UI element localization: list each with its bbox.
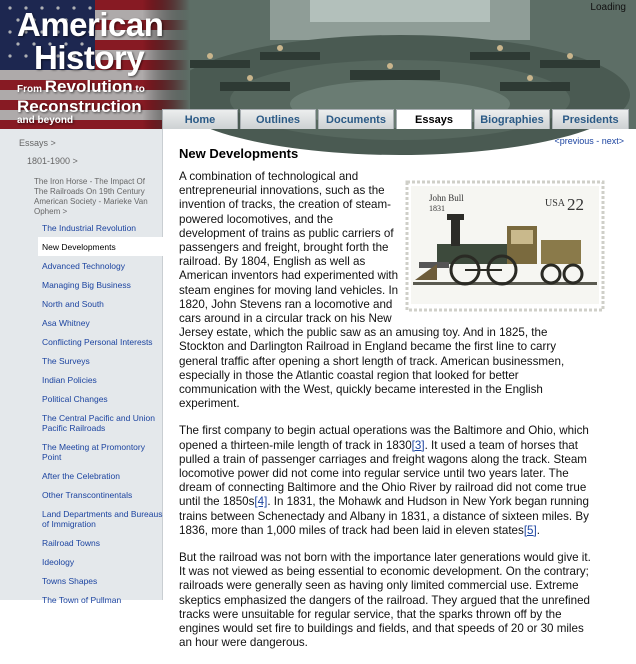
sidebar-item-industrial-revolution[interactable]: The Industrial Revolution bbox=[42, 223, 137, 233]
sidebar bbox=[0, 129, 163, 605]
john-bull-stamp-image bbox=[407, 182, 603, 310]
pagination bbox=[554, 136, 624, 146]
sidebar-item-managing-big-business[interactable]: Managing Big Business bbox=[42, 280, 131, 290]
sidebar-item-political-changes[interactable]: Political Changes bbox=[42, 394, 108, 404]
pagination-separator: - bbox=[593, 136, 602, 146]
site-logo[interactable] bbox=[17, 8, 163, 127]
tab-documents[interactable]: Documents bbox=[318, 109, 394, 129]
sidebar-item-promontory-point[interactable]: The Meeting at Promontory Point bbox=[42, 442, 145, 462]
sidebar-item-after-celebration[interactable]: After the Celebration bbox=[42, 471, 120, 481]
logo-subtitle-line2: Reconstruction bbox=[17, 97, 142, 116]
tab-biographies[interactable]: Biographies bbox=[474, 109, 550, 129]
footnote-link-4[interactable]: [4] bbox=[254, 495, 268, 509]
sidebar-item-advanced-technology[interactable]: Advanced Technology bbox=[42, 261, 126, 271]
article-paragraph-1: A combination of technological and entrepreneurial innovations, such as the invention of tracks, the creation of steam-powered locomotives, and the development of trains as public carriers of passengers and freight, brought forth the railroad. By 1804, English as well as American inventors had experimented with steam engines for moving land vehicles. In 1820, John Stevens ran a locomotive and cars around in a circular track on his New Jersey estate, which the public saw as an amusing toy. And in 1825, the Stockton and Darlington Railroad in England became the first line to carry general traffic after opening a short length of track. American businessmen, especially in those the Atlantic coastal region that looked for better communication with the West, quickly became interested in the English experiment. bbox=[179, 170, 565, 411]
sidebar-item-conflicting-interests[interactable]: Conflicting Personal Interests bbox=[42, 337, 153, 347]
stamp-country: USA bbox=[545, 198, 566, 209]
stamp-caption: John Bull bbox=[429, 193, 464, 203]
logo-title-line1: American bbox=[17, 6, 164, 43]
sidebar-item-the-surveys[interactable]: The Surveys bbox=[42, 356, 90, 366]
stamp-year: 1831 bbox=[429, 204, 445, 213]
sidebar-item-ideology[interactable]: Ideology bbox=[42, 557, 75, 567]
sidebar-item-new-developments[interactable]: New Developments bbox=[38, 237, 163, 256]
sidebar-item-north-and-south[interactable]: North and South bbox=[42, 299, 104, 309]
logo-title-line2: History bbox=[34, 39, 145, 76]
breadcrumb-essays[interactable]: Essays > bbox=[19, 138, 56, 148]
logo-subtitle-line3: and beyond bbox=[17, 115, 74, 126]
breadcrumb-iron-horse[interactable]: The Iron Horse - The Impact Of The Railroads On 19th Century American Society - Marieke Van Ophem > bbox=[34, 177, 148, 216]
article-paragraph-2: The first company to begin actual operations was the Baltimore and Ohio, which opened a thirteen-mile length of track in 1830[3]. It used a team of horses that pulled a train of passenger carriages and freight wagons along the track. Steam locomotive power did not come into regular service until two years later. The dream of connecting Baltimore and the Ohio River by railroad did not come true until the 1850s[4]. In 1831, the Mohawk and Hudson in New York began running trains between Schenectady and Albany in 1831, a distance of sixteen miles. By 1836, more than 1,000 miles of track had been laid in eleven states[5]. bbox=[179, 424, 589, 537]
sidebar-nav-list bbox=[38, 218, 163, 609]
page-title: New Developments bbox=[179, 146, 299, 161]
sidebar-item-land-departments[interactable]: Land Departments and Bureaus of Immigration bbox=[42, 509, 163, 529]
tab-home[interactable]: Home bbox=[162, 109, 238, 129]
sidebar-item-town-of-pullman[interactable]: The Town of Pullman bbox=[42, 595, 122, 605]
breadcrumb-1801-1900[interactable]: 1801-1900 > bbox=[27, 156, 78, 166]
sidebar-item-indian-policies[interactable]: Indian Policies bbox=[42, 375, 97, 385]
previous-link[interactable]: <previous bbox=[554, 136, 594, 146]
logo-subtitle-line1: From Revolution to bbox=[17, 77, 145, 96]
sidebar-item-towns-shapes[interactable]: Towns Shapes bbox=[42, 576, 98, 586]
article-panel bbox=[164, 129, 636, 650]
sidebar-item-asa-whitney[interactable]: Asa Whitney bbox=[42, 318, 90, 328]
article-paragraph-3: But the railroad was not born with the importance later generations would give it. It was not viewed as being essential to economic development. On the contrary; railroads were generally seen as having only limited commercial use. Extreme skeptics emphasized the dangers of the railroad. They argued that the unrefined tracks were unsuitable for regular service, that the sparks thrown off by the engines would set fire to buildings and fields, and that speeds of 20 or 30 miles an hour were dangerous. bbox=[179, 551, 591, 650]
article-body bbox=[179, 170, 591, 664]
main-nav-tabs bbox=[162, 109, 631, 129]
sidebar-item-other-transcontinentals[interactable]: Other Transcontinentals bbox=[42, 490, 133, 500]
tab-presidents[interactable]: Presidents bbox=[552, 109, 629, 129]
tab-essays[interactable]: Essays bbox=[396, 109, 472, 129]
sidebar-item-railroad-towns[interactable]: Railroad Towns bbox=[42, 538, 100, 548]
footnote-link-3[interactable]: [3] bbox=[411, 438, 425, 452]
tab-outlines[interactable]: Outlines bbox=[240, 109, 316, 129]
stamp-value: 22 bbox=[567, 195, 584, 214]
footnote-link-5[interactable]: [5] bbox=[523, 523, 537, 537]
next-link[interactable]: next> bbox=[601, 136, 624, 146]
loading-indicator: Loading bbox=[590, 2, 626, 13]
sidebar-item-central-union-pacific[interactable]: The Central Pacific and Union Pacific Railroads bbox=[42, 413, 155, 433]
